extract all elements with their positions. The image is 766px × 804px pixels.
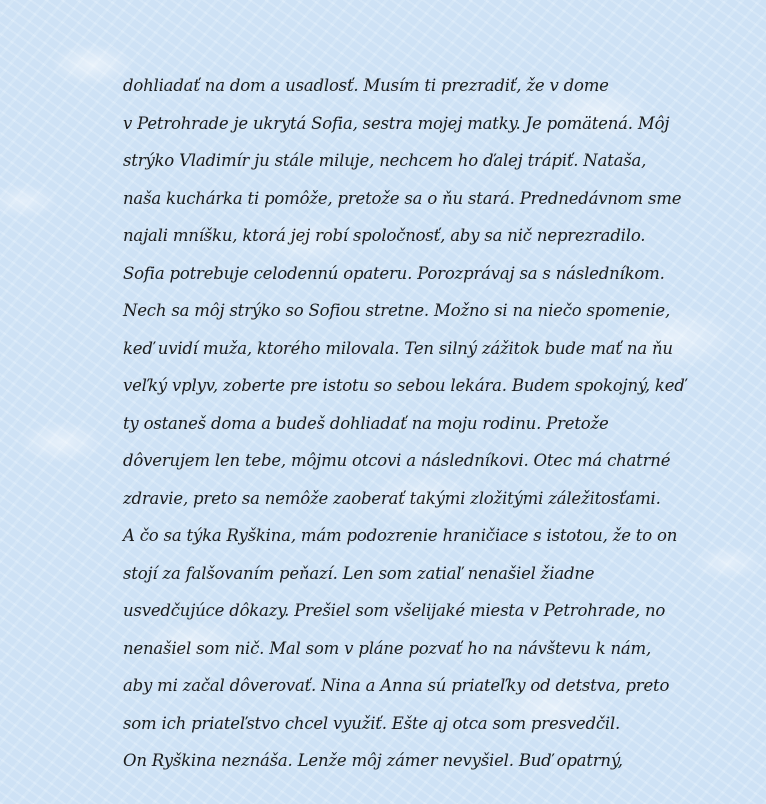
text-line: keď uvidí muža, ktorého milovala. Ten silný zážitok bude mať na ňu xyxy=(123,338,673,358)
text-line: A čo sa týka Ryškina, mám podozrenie hraničiace s istotou, že to on xyxy=(123,526,678,545)
text-line: dohliadať na dom a usadlosť. Musím ti prezradiť, že v dome xyxy=(123,76,609,95)
text-line: v Petrohrade je ukrytá Sofia, sestra mojej matky. Je pomätená. Môj xyxy=(123,113,670,133)
text-line: strýko Vladimír ju stále miluje, nechcem ho ďalej trápiť. Nataša, xyxy=(123,151,647,170)
text-line: ty ostaneš doma a budeš dohliadať na moju rodinu. Pretože xyxy=(123,413,609,433)
text-line: dôverujem len tebe, môjmu otcovi a následníkovi. Otec má chatrné xyxy=(123,451,671,470)
text-line: usvedčujúce dôkazy. Prešiel som všelijaké miesta v Petrohrade, no xyxy=(123,601,666,620)
text-line: veľký vplyv, zoberte pre istotu so sebou lekára. Budem spokojný, keď xyxy=(123,376,685,395)
text-line: Nech sa môj strýko so Sofiou stretne. Možno si na niečo spomenie, xyxy=(123,301,671,320)
text-line: On Ryškina neznáša. Lenže môj zámer nevyšiel. Buď opatrný, xyxy=(123,751,623,770)
text-line: stojí za falšovaním peňazí. Len som zatiaľ nenašiel žiadne xyxy=(123,563,595,583)
letter-page xyxy=(123,67,743,780)
text-line: nenašiel som nič. Mal som v pláne pozvať ho na návštevu k nám, xyxy=(123,638,652,658)
text-line: najali mníšku, ktorá jej robí spoločnosť, aby sa nič neprezradilo. xyxy=(123,226,646,245)
text-line: naša kuchárka ti pomôže, pretože sa o ňu stará. Prednedávnom sme xyxy=(123,188,682,208)
text-line: zdravie, preto sa nemôže zaoberať takými zložitými záležitosťami. xyxy=(123,488,661,508)
text-line: aby mi začal dôverovať. Nina a Anna sú priateľky od detstva, preto xyxy=(123,676,670,695)
text-line: Sofia potrebuje celodennú opateru. Porozprávaj sa s následníkom. xyxy=(123,263,665,283)
text-line: som ich priateľstvo chcel využiť. Ešte aj otca som presvedčil. xyxy=(123,713,621,733)
